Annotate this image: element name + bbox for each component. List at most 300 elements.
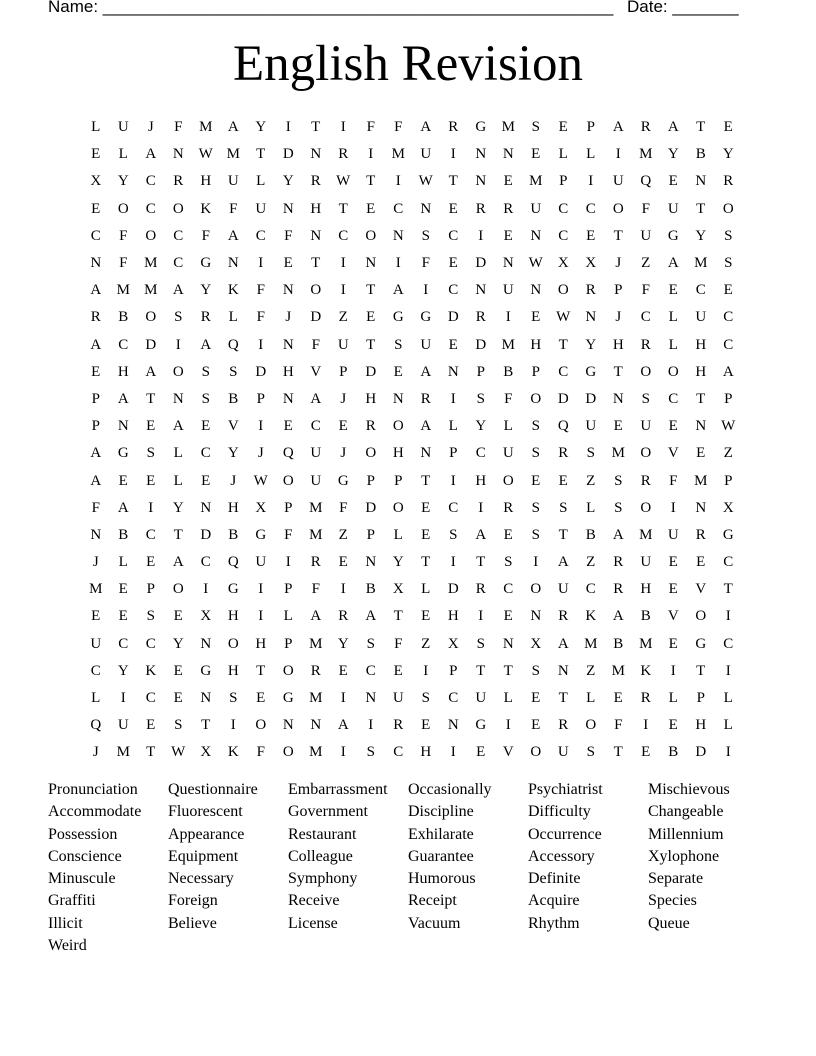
grid-letter: A [337,717,349,734]
grid-row [82,223,742,250]
grid-letter: I [450,744,456,761]
grid-letter: I [588,173,594,190]
grid-row [82,304,742,331]
grid-row [82,332,742,359]
grid-letter: Y [117,173,129,190]
grid-letter: G [667,227,679,244]
grid-letter: I [533,554,539,571]
grid-letter: T [146,744,156,761]
grid-letter: F [394,119,403,136]
word-list-item: Colleague [288,847,353,865]
grid-letter: E [393,662,403,679]
grid-letter: T [338,200,348,217]
grid-letter: R [365,418,376,435]
grid-letter: E [173,662,183,679]
grid-letter: U [612,173,624,190]
grid-letter: R [558,717,569,734]
grid-letter: R [310,554,321,571]
word-list-item: License [288,914,338,932]
word-list-empty [288,935,408,957]
grid-row [82,603,742,630]
grid-letter: F [256,282,265,299]
grid-letter: E [173,608,183,625]
word-list-item: Definite [528,870,581,888]
grid-letter: O [172,200,184,217]
grid-letter: I [395,173,401,190]
word-list-item: Occurrence [528,825,602,843]
grid-letter: U [585,418,597,435]
grid-letter: E [668,554,678,571]
grid-letter: X [722,499,734,516]
word-list-empty [648,935,768,957]
grid-letter: E [558,119,568,136]
grid-letter: T [256,146,266,163]
grid-letter: A [420,418,432,435]
grid-letter: E [558,472,568,489]
grid-letter: V [667,608,679,625]
grid-letter: N [282,282,294,299]
word-list-item: Guarantee [408,847,474,865]
grid-letter: E [283,255,293,272]
word-list-item: Queue [648,914,690,932]
word-list-item: Possession [48,825,118,843]
grid-letter: S [229,363,238,380]
grid-letter: X [200,744,212,761]
grid-letter: W [171,744,186,761]
grid-letter: B [585,526,596,543]
grid-letter: S [586,445,595,462]
grid-letter: L [723,717,733,734]
grid-letter: N [310,227,322,244]
grid-letter: L [448,418,458,435]
grid-letter: R [310,662,321,679]
grid-letter: D [695,744,707,761]
grid-letter: P [696,690,705,707]
grid-letter: X [255,499,267,516]
grid-letter: E [118,608,128,625]
grid-letter: O [667,363,679,380]
grid-letter: A [145,146,157,163]
grid-letter: Y [227,445,239,462]
grid-letter: I [148,499,154,516]
word-list-item: Species [648,892,697,910]
grid-letter: L [723,690,733,707]
word-list-item: Separate [648,870,704,888]
grid-letter: S [614,499,623,516]
grid-letter: U [557,581,569,598]
grid-letter: L [586,499,596,516]
grid-letter: T [613,363,623,380]
grid-letter: O [282,472,294,489]
grid-letter: U [90,635,102,652]
grid-letter: M [501,119,515,136]
grid-letter: K [200,200,212,217]
grid-letter: E [146,554,156,571]
grid-letter: I [423,662,429,679]
grid-letter: H [282,363,294,380]
grid-letter: A [172,418,184,435]
grid-letter: F [201,227,210,244]
word-list-item: Accessory [528,847,595,865]
word-list-item: Accommodate [48,803,142,821]
grid-letter: I [340,119,346,136]
grid-letter: E [146,472,156,489]
grid-letter: C [723,336,734,353]
grid-letter: T [366,173,376,190]
grid-letter: E [531,146,541,163]
grid-letter: T [421,554,431,571]
grid-letter: D [200,526,212,543]
grid-letter: M [611,662,625,679]
grid-letter: R [173,173,184,190]
grid-letter: N [282,717,294,734]
grid-letter: U [310,445,322,462]
grid-letter: O [585,717,597,734]
word-list-item: Symphony [288,870,358,888]
grid-letter: C [145,690,156,707]
grid-letter: E [668,173,678,190]
grid-letter: T [696,662,706,679]
grid-letter: O [117,200,129,217]
grid-letter: B [228,390,239,407]
word-list-item: Illicit [48,914,83,932]
grid-letter: B [613,635,624,652]
grid-letter: G [695,635,707,652]
grid-letter: E [91,146,101,163]
grid-letter: I [285,119,291,136]
grid-letter: R [200,309,211,326]
grid-letter: O [365,445,377,462]
grid-letter: I [258,418,264,435]
grid-letter: X [557,255,569,272]
grid-letter: B [668,744,679,761]
grid-letter: I [670,662,676,679]
grid-letter: L [668,336,678,353]
grid-letter: Z [338,309,348,326]
grid-letter: P [366,526,375,543]
grid-letter: E [421,499,431,516]
grid-letter: W [418,173,433,190]
grid-letter: C [393,200,404,217]
grid-letter: I [725,662,731,679]
grid-letter: M [584,635,598,652]
grid-letter: H [530,336,542,353]
grid-letter: N [200,635,212,652]
word-list-item: Restaurant [288,825,357,843]
header [48,0,748,19]
grid-letter: N [172,390,184,407]
grid-letter: O [145,227,157,244]
grid-letter: A [90,336,102,353]
grid-letter: S [146,608,155,625]
grid-letter: A [557,635,569,652]
grid-letter: I [340,744,346,761]
grid-letter: S [201,363,210,380]
grid-letter: A [172,282,184,299]
grid-letter: A [667,255,679,272]
grid-letter: A [145,363,157,380]
grid-letter: B [640,608,651,625]
grid-letter: S [586,744,595,761]
grid-letter: H [695,336,707,353]
grid-letter: M [199,119,213,136]
grid-letter: Z [338,526,348,543]
grid-letter: U [255,554,267,571]
grid-letter: V [502,744,514,761]
grid-letter: E [146,717,156,734]
grid-letter: E [173,690,183,707]
grid-letter: A [227,227,239,244]
grid-letter: K [227,744,239,761]
grid-letter: I [450,390,456,407]
grid-letter: P [614,282,623,299]
grid-letter: E [723,282,733,299]
grid-letter: I [450,146,456,163]
grid-letter: Y [392,554,404,571]
grid-letter: A [90,282,102,299]
grid-letter: C [145,526,156,543]
grid-row [82,739,742,766]
grid-letter: M [144,255,158,272]
grid-letter: A [392,282,404,299]
grid-letter: M [116,744,130,761]
grid-letter: H [200,173,212,190]
grid-letter: T [311,119,321,136]
grid-letter: U [420,146,432,163]
grid-letter: L [256,173,266,190]
grid-letter: H [255,635,267,652]
grid-letter: C [668,390,679,407]
grid-letter: P [394,472,403,489]
word-list-item: Vacuum [408,914,461,932]
grid-letter: B [118,526,129,543]
grid-letter: F [641,200,650,217]
grid-letter: I [643,717,649,734]
grid-letter: S [531,662,540,679]
grid-letter: S [174,717,183,734]
grid-letter: N [695,173,707,190]
grid-letter: Y [255,119,267,136]
grid-letter: L [503,418,513,435]
word-list-item: Millennium [648,825,724,843]
grid-letter: G [227,581,239,598]
grid-letter: N [530,282,542,299]
grid-letter: R [420,390,431,407]
grid-letter: I [175,336,181,353]
grid-letter: N [392,227,404,244]
grid-letter: M [144,282,158,299]
grid-letter: T [311,255,321,272]
grid-letter: S [421,690,430,707]
grid-letter: Q [227,336,239,353]
grid-letter: T [503,662,513,679]
grid-letter: O [392,499,404,516]
grid-letter: K [145,662,157,679]
grid-letter: S [531,445,540,462]
word-list-item: Questionnaire [168,781,258,798]
word-list-item: Xylophone [648,847,720,865]
grid-letter: J [147,119,154,136]
grid-letter: Y [475,418,487,435]
grid-letter: F [311,581,320,598]
grid-letter: N [475,173,487,190]
grid-letter: M [116,282,130,299]
grid-letter: R [723,173,734,190]
grid-letter: I [670,499,676,516]
grid-letter: P [724,472,733,489]
grid-letter: C [200,554,211,571]
word-list-item: Changeable [648,803,724,821]
grid-letter: I [285,554,291,571]
grid-letter: R [475,309,486,326]
grid-letter: I [368,717,374,734]
grid-letter: E [448,200,458,217]
grid-letter: O [365,227,377,244]
word-list-item: Necessary [168,870,234,888]
grid-letter: F [256,309,265,326]
grid-letter: C [173,227,184,244]
word-list-empty [168,935,288,957]
grid-letter: O [530,744,542,761]
grid-letter: S [366,744,375,761]
grid-letter: O [502,472,514,489]
grid-letter: O [640,363,652,380]
grid-letter: H [227,662,239,679]
word-list-item: Minuscule [48,870,116,888]
grid-letter: O [282,744,294,761]
grid-letter: N [585,309,597,326]
grid-letter: O [640,499,652,516]
grid-letter: D [557,390,569,407]
grid-letter: O [282,662,294,679]
grid-letter: T [201,717,211,734]
grid-letter: M [309,526,323,543]
grid-letter: R [503,499,514,516]
grid-letter: T [146,390,156,407]
grid-letter: B [503,363,514,380]
grid-letter: U [640,554,652,571]
grid-row [82,250,742,277]
grid-letter: U [530,200,542,217]
grid-letter: K [640,662,652,679]
grid-letter: X [585,255,597,272]
grid-letter: H [392,445,404,462]
grid-letter: R [310,173,321,190]
grid-letter: S [201,390,210,407]
grid-letter: T [476,662,486,679]
grid-letter: S [724,227,733,244]
grid-letter: T [613,744,623,761]
grid-letter: P [449,445,458,462]
grid-letter: A [612,119,624,136]
grid-letter: R [640,119,651,136]
grid-letter: U [502,282,514,299]
grid-letter: X [90,173,102,190]
grid-letter: C [723,309,734,326]
grid-letter: I [478,608,484,625]
grid-letter: V [667,445,679,462]
grid-letter: I [203,581,209,598]
grid-letter: E [91,200,101,217]
grid-letter: T [723,581,733,598]
grid-letter: C [173,255,184,272]
grid-letter: C [475,445,486,462]
grid-letter: N [365,690,377,707]
grid-letter: E [421,608,431,625]
grid-letter: R [338,608,349,625]
grid-letter: S [449,526,458,543]
grid-letter: Z [723,445,733,462]
grid-letter: F [669,472,678,489]
grid-letter: C [723,554,734,571]
grid-letter: E [421,526,431,543]
grid-letter: Y [695,227,707,244]
grid-letter: H [227,499,239,516]
grid-letter: O [392,418,404,435]
grid-letter: N [365,554,377,571]
grid-letter: O [640,445,652,462]
grid-letter: Z [586,554,596,571]
grid-letter: I [478,499,484,516]
grid-letter: A [722,363,734,380]
grid-letter: G [255,526,267,543]
grid-letter: I [505,309,511,326]
grid-letter: C [558,200,569,217]
grid-letter: S [504,554,513,571]
grid-letter: C [118,635,129,652]
grid-letter: L [173,472,183,489]
word-list-item: Graffiti [48,892,96,910]
grid-letter: E [723,119,733,136]
grid-letter: M [391,146,405,163]
grid-letter: Z [586,662,596,679]
grid-letter: M [89,581,103,598]
grid-letter: B [118,309,129,326]
grid-letter: F [311,336,320,353]
grid-letter: E [146,418,156,435]
word-list [48,779,768,957]
grid-letter: I [615,146,621,163]
grid-letter: T [696,119,706,136]
grid-letter: U [117,119,129,136]
grid-letter: U [695,309,707,326]
grid-letter: N [475,282,487,299]
grid-letter: P [284,635,293,652]
grid-letter: H [612,336,624,353]
grid-letter: Y [585,336,597,353]
grid-letter: A [310,608,322,625]
grid-row [82,168,742,195]
grid-letter: X [392,581,404,598]
grid-letter: G [392,309,404,326]
grid-letter: S [614,472,623,489]
grid-letter: M [309,744,323,761]
grid-letter: U [475,690,487,707]
grid-letter: V [310,363,322,380]
grid-letter: G [585,363,597,380]
grid-letter: A [420,363,432,380]
grid-letter: F [256,744,265,761]
grid-letter: C [503,581,514,598]
grid-letter: R [90,309,101,326]
grid-letter: D [365,499,377,516]
grid-letter: F [284,227,293,244]
grid-letter: G [117,445,129,462]
grid-letter: D [310,309,322,326]
grid-letter: E [256,690,266,707]
word-list-empty [528,935,648,957]
grid-letter: C [145,635,156,652]
